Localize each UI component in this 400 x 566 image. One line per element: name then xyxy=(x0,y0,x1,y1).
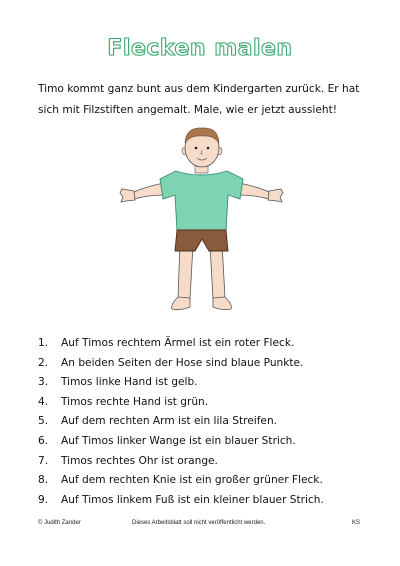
left-hand xyxy=(120,189,135,202)
list-item xyxy=(38,393,324,413)
list-item xyxy=(38,491,324,511)
list-item xyxy=(38,412,324,432)
footer-copyright: © Judith Zander xyxy=(38,520,81,526)
item-number: 4. xyxy=(38,395,49,408)
list-item xyxy=(38,334,324,354)
item-number: 3. xyxy=(38,376,49,389)
item-text: Auf dem rechten Knie ist ein großer grüner Fleck. xyxy=(61,474,323,487)
item-number: 2. xyxy=(38,356,49,369)
left-eye xyxy=(195,147,198,150)
item-text: Auf Timos linker Wange ist ein blauer Strich. xyxy=(61,434,296,447)
shirt xyxy=(160,171,243,231)
item-text: Timos rechte Hand ist grün. xyxy=(61,395,209,408)
boy-illustration xyxy=(118,123,293,318)
left-foot xyxy=(172,297,190,310)
footer-code: KS xyxy=(352,520,361,526)
item-number: 5. xyxy=(38,415,49,428)
task-list xyxy=(38,334,324,510)
list-item xyxy=(38,432,324,452)
item-text: Auf Timos rechtem Ärmel ist ein roter Fleck. xyxy=(61,337,295,349)
right-eye xyxy=(207,147,210,150)
list-item xyxy=(38,452,324,472)
list-item xyxy=(38,354,324,374)
footer-notice: Dieses Arbeitsblatt soll nicht veröffentlicht werden. xyxy=(132,520,266,526)
item-text: Timos rechtes Ohr ist orange. xyxy=(61,454,218,467)
item-number: 9. xyxy=(38,493,49,506)
intro-text: Timo kommt ganz bunt aus dem Kindergarten zurück. Er hat sich mit Filzstiften angemalt. Male, wie er jetzt aussieht! xyxy=(38,83,360,116)
item-number: 6. xyxy=(38,434,49,447)
item-text: An beiden Seiten der Hose sind blaue Punkte. xyxy=(61,356,304,369)
item-number: 7. xyxy=(38,454,49,467)
item-number: 8. xyxy=(38,474,49,487)
right-hand xyxy=(268,189,283,202)
item-number: 1. xyxy=(38,337,49,349)
item-text: Timos linke Hand ist gelb. xyxy=(61,376,198,389)
page-title: Flecken malen xyxy=(107,36,293,61)
right-foot xyxy=(213,297,231,310)
shorts xyxy=(175,230,228,251)
item-text: Auf Timos linkem Fuß ist ein kleiner blauer Strich. xyxy=(61,493,324,506)
list-item xyxy=(38,471,324,491)
item-text: Auf dem rechten Arm ist ein lila Streifen. xyxy=(61,415,278,428)
list-item xyxy=(38,373,324,393)
